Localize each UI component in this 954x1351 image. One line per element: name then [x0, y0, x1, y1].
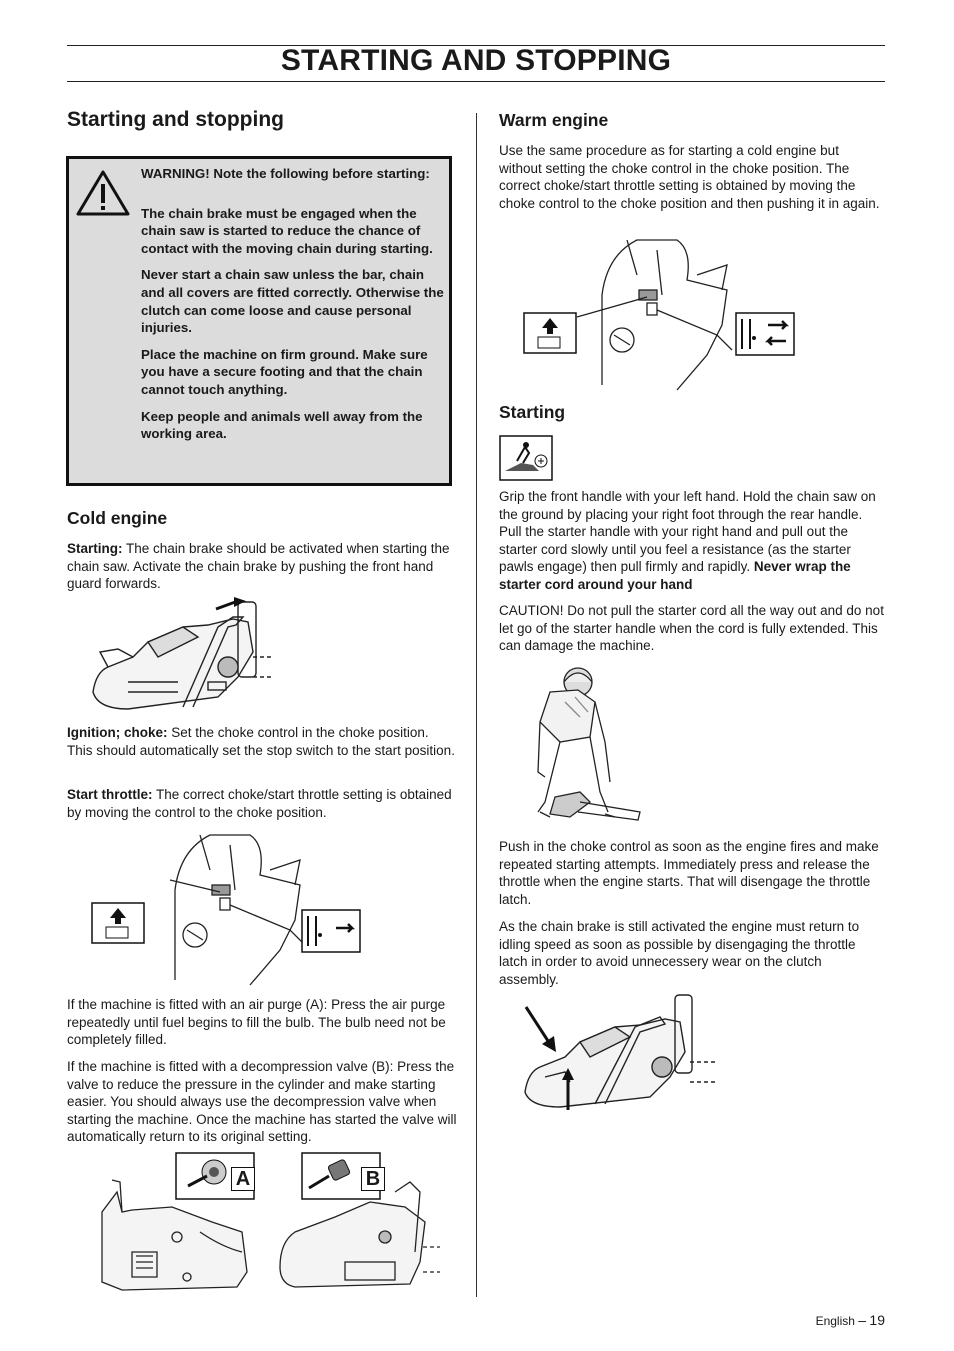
push-in-choke-text: Push in the choke control as soon as the engine fires and make repeated starting attempts. Immediately press and release the throttle when the engine starts. That will disengage the throttle latch.: [499, 839, 879, 907]
warm-engine-text: Use the same procedure as for starting a cold engine but without setting the choke control in the choke position. The correct choke/start throttle setting is obtained by moving the choke control to the choke position and then pushing it in again.: [499, 143, 880, 211]
footer-language: English: [815, 1314, 855, 1328]
header-rule-bottom: [67, 81, 885, 82]
warning-box: [66, 156, 452, 486]
label-b: B: [361, 1167, 385, 1191]
warning-item: Keep people and animals well away from the working area.: [141, 408, 423, 442]
page-number: 19: [869, 1312, 885, 1328]
cold-engine-starting-text: Starting: The chain brake should be activated when starting the chain saw. Activate the chain brake by pushing the front hand guard forwards.: [67, 541, 450, 592]
cold-engine-heading: Cold engine: [67, 508, 168, 528]
person-starting-illustration: [520, 662, 645, 827]
air-purge-text: If the machine is fitted with an air purge (A): Press the air purge repeatedly until fuel begins to fill the bulb. The bulb need not be completely filled.: [67, 997, 446, 1048]
section-title: Starting and stopping: [67, 108, 284, 131]
starting-position-icon: [499, 435, 553, 481]
page-title: STARTING AND STOPPING: [280, 44, 672, 77]
column-divider: [476, 113, 477, 1297]
chainsaw-brake-illustration: [88, 597, 273, 715]
cold-engine-ignition-text: Ignition; choke: Set the choke control in the choke position. This should automatically set the stop switch to the start position.: [67, 725, 455, 758]
choke-control-illustration: [90, 830, 365, 988]
warning-item: Place the machine on firm ground. Make sure you have a secure footing and that the chain cannot touch anything.: [141, 346, 428, 397]
label-a: A: [231, 1167, 255, 1191]
chain-brake-text: As the chain brake is still activated the engine must return to idling speed as soon as possible by disengaging the throttle latch in order to avoid unnecessery wear on the clutch assembly.: [499, 919, 860, 987]
warning-lead: WARNING! Note the following before starting:: [141, 166, 430, 181]
warm-choke-illustration: [522, 235, 797, 393]
starting-text: Grip the front handle with your left hand. Hold the chain saw on the ground by placing your right foot through the rear handle. Pull the starter handle with your right hand and pull out the starter cord slowly until you feel a resistance (as the starter pawls engage) then pull firmly and rapidly. Never wrap the starter cord around your hand: [499, 489, 876, 592]
starting-heading: Starting: [499, 402, 566, 422]
decompression-valve-illustration: [275, 1152, 440, 1294]
starting-caution-text: CAUTION! Do not pull the starter cord all the way out and do not let go of the starter handle when the cord is fully extended. This can damage the machine.: [499, 603, 884, 654]
footer-dash: –: [858, 1312, 867, 1328]
warning-item: The chain brake must be engaged when the chain saw is started to reduce the chance of contact with the moving chain during starting.: [141, 205, 433, 256]
warning-triangle-icon: [75, 169, 131, 217]
cold-engine-throttle-text: Start throttle: The correct choke/start throttle setting is obtained by moving the control to the choke position.: [67, 787, 452, 820]
page-footer: [816, 1312, 885, 1328]
warning-item: Never start a chain saw unless the bar, chain and all covers are fitted correctly. Otherwise the clutch can come loose and cause personal injuries.: [141, 267, 444, 336]
warm-engine-heading: Warm engine: [499, 110, 609, 130]
throttle-release-illustration: [520, 992, 715, 1114]
decompression-text: If the machine is fitted with a decompression valve (B): Press the valve to reduce the pressure in the cylinder and make starting easier. You should always use the decompression valve when starting the machine. Once the machine has started the valve will automatically return to its original setting.: [67, 1059, 457, 1145]
